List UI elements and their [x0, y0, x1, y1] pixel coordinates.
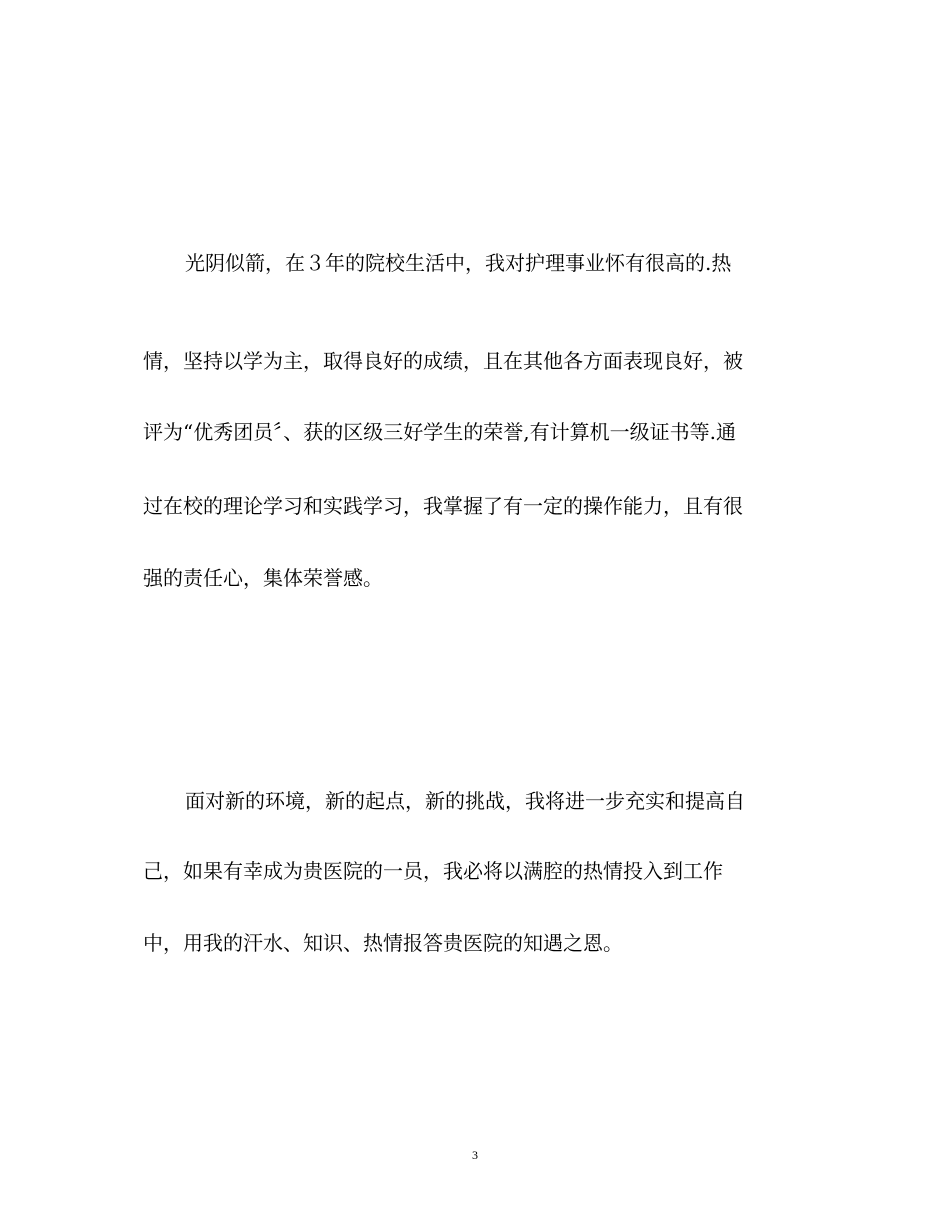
paragraph-1-line-5: 强的责任心，集体荣誉感。 — [143, 566, 383, 590]
paragraph-2-line-1: 面对新的环境，新的起点，新的挑战，我将进一步充实和提高自 — [185, 789, 745, 813]
paragraph-1-line-1: 光阴似箭，在３年的院校生活中，我对护理事业怀有很高的.热 — [185, 251, 732, 275]
page-number: 3 — [472, 1148, 478, 1162]
paragraph-1-line-2: 情，坚持以学为主，取得良好的成绩，且在其他各方面表现良好，被 — [143, 349, 743, 373]
paragraph-2-line-2: 己，如果有幸成为贵医院的一员，我必将以满腔的热情投入到工作 — [143, 859, 723, 883]
paragraph-1-line-3: 评为“优秀团员〞、获的区级三好学生的荣誉,有计算机一级证书等.通 — [143, 420, 736, 444]
paragraph-2-line-3: 中，用我的汗水、知识、热情报答贵医院的知遇之恩。 — [143, 931, 623, 955]
paragraph-1-line-4: 过在校的理论学习和实践学习，我掌握了有一定的操作能力，且有很 — [143, 494, 743, 518]
